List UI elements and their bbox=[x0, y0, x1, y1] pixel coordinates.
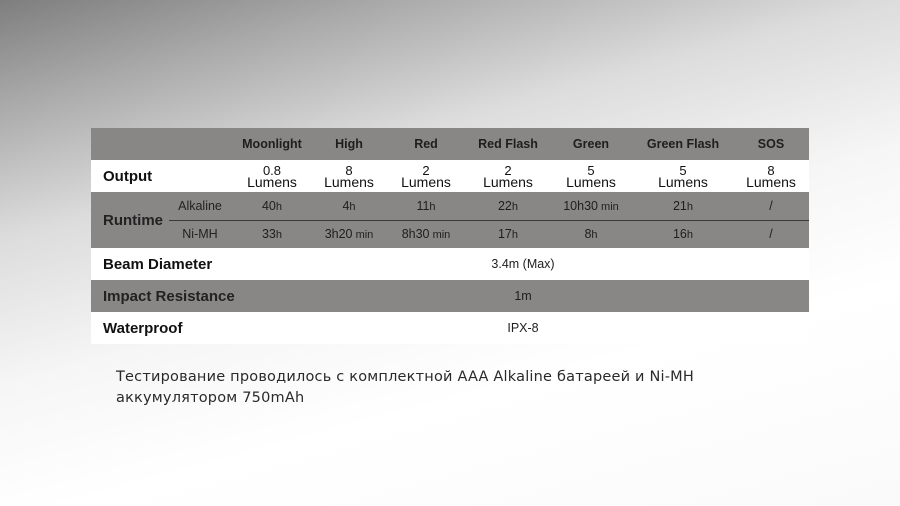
test-note-line-1: Тестирование проводилось с комплектной AAA Alkaline батареей и Ni-MH bbox=[116, 369, 694, 385]
runtime-unit: min bbox=[352, 229, 374, 242]
output-cell bbox=[385, 160, 467, 192]
runtime-unit: h bbox=[275, 200, 283, 213]
runtime-unit: min bbox=[597, 200, 619, 213]
runtime-cell bbox=[467, 220, 549, 248]
output-unit: Lumens bbox=[658, 173, 708, 190]
runtime-unit: h bbox=[349, 200, 356, 213]
runtime-cell bbox=[231, 192, 313, 220]
output-unit: Lumens bbox=[566, 173, 616, 190]
runtime-unit: h bbox=[686, 200, 694, 213]
col-header-green: Green bbox=[549, 128, 633, 160]
output-value: 0.8 bbox=[262, 162, 282, 178]
beam-diameter-value: 3.4m (Max) bbox=[313, 248, 733, 280]
output-label: Output bbox=[91, 160, 231, 192]
output-value: 8 bbox=[767, 162, 775, 178]
output-cell bbox=[313, 160, 385, 192]
runtime-unit: h bbox=[686, 229, 694, 242]
output-cell bbox=[467, 160, 549, 192]
waterproof-label: Waterproof bbox=[91, 312, 313, 344]
runtime-unit: h bbox=[275, 229, 283, 242]
output-value: 8 bbox=[345, 162, 353, 178]
runtime-cell bbox=[549, 192, 633, 220]
runtime-value: 11 bbox=[416, 198, 430, 213]
runtime-value: 33 bbox=[261, 227, 276, 242]
runtime-unit: h bbox=[591, 229, 598, 242]
col-header-moonlight: Moonlight bbox=[231, 128, 313, 160]
impact-resistance-value: 1m bbox=[313, 280, 733, 312]
runtime-value: / bbox=[769, 227, 773, 242]
runtime-unit: h bbox=[511, 229, 519, 242]
runtime-cell bbox=[633, 192, 733, 220]
row-spacer bbox=[733, 248, 809, 280]
col-header-sos: SOS bbox=[733, 128, 809, 160]
runtime-cell bbox=[467, 192, 549, 220]
runtime-cell bbox=[385, 192, 467, 220]
runtime-value: 17 bbox=[497, 227, 512, 242]
output-unit: Lumens bbox=[401, 173, 451, 190]
runtime-cell bbox=[549, 220, 633, 248]
waterproof-row bbox=[91, 312, 809, 344]
col-header-red-flash: Red Flash bbox=[467, 128, 549, 160]
output-cell bbox=[549, 160, 633, 192]
runtime-value: / bbox=[769, 198, 773, 213]
spec-table bbox=[91, 128, 809, 344]
header-corner bbox=[91, 128, 231, 160]
output-value: 5 bbox=[587, 162, 595, 178]
impact-resistance-label: Impact Resistance bbox=[91, 280, 313, 312]
battery-label-alkaline: Alkaline bbox=[169, 192, 231, 220]
output-value: 5 bbox=[679, 162, 687, 178]
runtime-value: 21 bbox=[672, 198, 687, 213]
beam-diameter-label: Beam Diameter bbox=[91, 248, 313, 280]
output-value: 2 bbox=[504, 162, 512, 178]
output-unit: Lumens bbox=[324, 173, 374, 190]
runtime-value: 10h30 bbox=[563, 198, 598, 213]
runtime-cell bbox=[733, 220, 809, 248]
header-row bbox=[91, 128, 809, 160]
runtime-value: 3h20 bbox=[324, 227, 353, 242]
runtime-row-nimh bbox=[91, 220, 809, 248]
runtime-unit: min bbox=[429, 229, 451, 242]
test-note-line-2: аккумулятором 750mAh bbox=[116, 390, 305, 406]
test-note bbox=[116, 367, 816, 409]
runtime-unit: h bbox=[429, 200, 436, 213]
runtime-unit: h bbox=[511, 200, 519, 213]
output-row bbox=[91, 160, 809, 192]
runtime-label: Runtime bbox=[91, 192, 169, 248]
output-unit: Lumens bbox=[746, 173, 796, 190]
battery-label-nimh: Ni-MH bbox=[169, 220, 231, 248]
output-unit: Lumens bbox=[483, 173, 533, 190]
output-unit: Lumens bbox=[247, 173, 297, 190]
beam-diameter-row bbox=[91, 248, 809, 280]
runtime-value: 40 bbox=[261, 198, 276, 213]
runtime-value: 16 bbox=[672, 227, 687, 242]
impact-resistance-row bbox=[91, 280, 809, 312]
col-header-red: Red bbox=[385, 128, 467, 160]
runtime-cell bbox=[633, 220, 733, 248]
runtime-value: 22 bbox=[497, 198, 512, 213]
row-spacer bbox=[733, 280, 809, 312]
col-header-high: High bbox=[313, 128, 385, 160]
runtime-value: 8 bbox=[584, 227, 592, 242]
runtime-cell bbox=[733, 192, 809, 220]
runtime-row-alkaline bbox=[91, 192, 809, 220]
runtime-cell bbox=[313, 220, 385, 248]
col-header-green-flash: Green Flash bbox=[633, 128, 733, 160]
runtime-cell bbox=[385, 220, 467, 248]
output-value: 2 bbox=[422, 162, 430, 178]
output-cell bbox=[733, 160, 809, 192]
waterproof-value: IPX-8 bbox=[313, 312, 733, 344]
runtime-value: 8h30 bbox=[401, 227, 430, 242]
output-cell bbox=[633, 160, 733, 192]
runtime-cell bbox=[231, 220, 313, 248]
output-cell bbox=[231, 160, 313, 192]
runtime-value: 4 bbox=[342, 198, 350, 213]
runtime-cell bbox=[313, 192, 385, 220]
row-spacer bbox=[733, 312, 809, 344]
